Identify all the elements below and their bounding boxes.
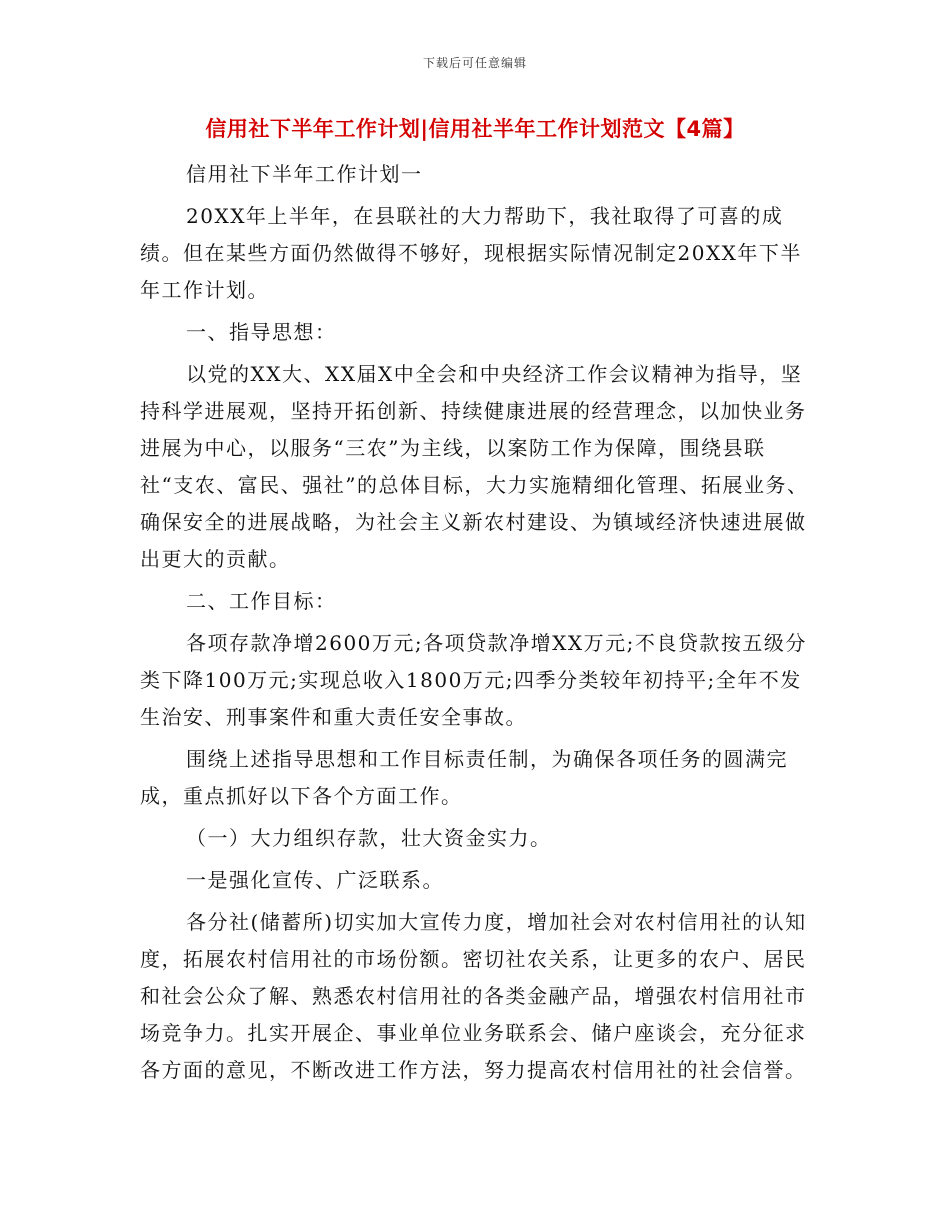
document-body [140, 156, 820, 1094]
subheading-publicity: 一是强化宣传、广泛联系。 [186, 868, 444, 892]
document-title: 信用社下半年工作计划|信用社半年工作计划范文【4篇】 [205, 117, 745, 141]
subheading-deposits: （一）大力组织存款，壮大资金实力。 [186, 826, 552, 850]
section-heading: 信用社下半年工作计划一 [186, 162, 423, 186]
header-note: 下载后可任意编辑 [422, 56, 527, 70]
heading-guiding-ideology: 一、指导思想： [186, 320, 337, 344]
paragraph-guiding-ideology: 以党的XX大、XX届X中全会和中央经济工作会议精神为指导，坚持科学进展观，坚持开拓创新、持续健康进展的经营理念，以加快业务进展为中心，以服务“三农”为主线，以案防工作为保障，围绕县联社“支农、富民、强社”的总体目标，大力实施精细化管理、拓展业务、确保安全的进展战略，为社会主义新农村建设、为镇域经济快速进展做出更大的贡献。 [140, 362, 809, 571]
heading-work-goals: 二、工作目标： [186, 589, 337, 613]
paragraph-publicity: 各分社(储蓄所)切实加大宣传力度，增加社会对农村信用社的认知度，拓展农村信用社的市场份额。密切社农关系，让更多的农户、居民和社会公众了解、熟悉农村信用社的各类金融产品，增强农村信用社市场竞争力。扎实开展企、事业单位业务联系会、储户座谈会，充分征求各方面的意见，不断改进工作方法，努力提高农村信用社的社会信誉。 [140, 910, 807, 1082]
paragraph-work-goals: 各项存款净增2600万元;各项贷款净增XX万元;不良贷款按五级分类下降100万元;实现总收入1800万元;四季分类较年初持平;全年不发生治安、刑事案件和重大责任安全事故。 [140, 631, 807, 729]
paragraph-focus: 围绕上述指导思想和工作目标责任制，为确保各项任务的圆满完成，重点抓好以下各个方面工作。 [140, 747, 788, 808]
paragraph-intro: 20XX年上半年，在县联社的大力帮助下，我社取得了可喜的成绩。但在某些方面仍然做得不够好，现根据实际情况制定20XX年下半年工作计划。 [140, 204, 802, 302]
